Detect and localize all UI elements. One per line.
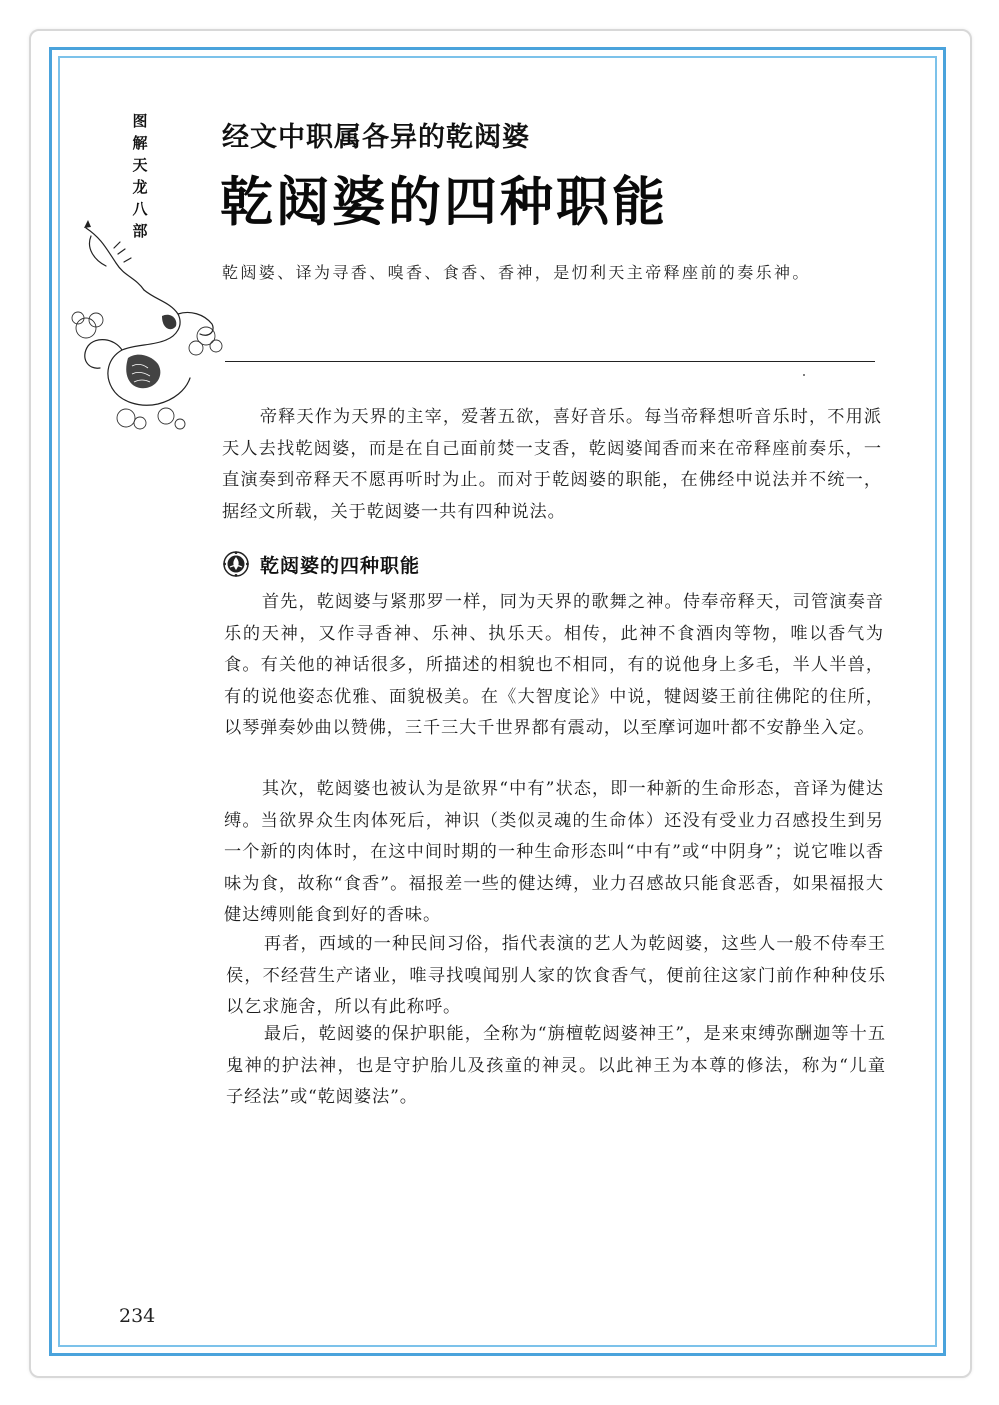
section-heading <box>222 550 420 578</box>
series-char: 解 <box>132 134 148 152</box>
dragon-illustration <box>66 218 226 433</box>
chapter-intro: 乾闼婆、译为寻香、嗅香、食香、香神，是忉利天主帝释座前的奏乐神。 <box>222 263 811 282</box>
series-char: 龙 <box>132 178 148 196</box>
chapter-title: 乾闼婆的四种职能 <box>220 171 668 233</box>
title-divider <box>225 361 875 362</box>
print-speck <box>803 374 805 376</box>
section-heading-text: 乾闼婆的四种职能 <box>260 554 421 577</box>
body-paragraph: 再者，西域的一种民间习俗，指代表演的艺人为乾闼婆，这些人一般不侍奉王侯，不经营生产诸业，唯寻找嗅闻别人家的饮食香气，便前往这家门前作种种伎乐以乞求施舍，所以有此称呼。 <box>226 934 886 1018</box>
lotus-flame-icon <box>222 550 250 578</box>
series-char: 八 <box>132 200 148 218</box>
page-number: 234 <box>119 1305 156 1327</box>
series-char: 天 <box>132 156 148 174</box>
body-paragraph: 首先，乾闼婆与紧那罗一样，同为天界的歌舞之神。侍奉帝释天，司管演奏音乐的天神，又作寻香神、乐神、执乐天。相传，此神不食酒肉等物，唯以香气为食。有关他的神话很多，所描述的相貌也不相同，有的说他身上多毛，半人半兽，有的说他姿态优雅、面貌极美。在《大智度论》中说，犍闼婆王前往佛陀的住所，以琴弹奏妙曲以赞佛，三千三大千世界都有震动，以至摩诃迦叶都不安静坐入定。 <box>224 592 884 739</box>
series-char: 图 <box>132 112 148 130</box>
body-paragraph: 帝释天作为天界的主宰，爱著五欲，喜好音乐。每当帝释想听音乐时，不用派天人去找乾闼婆，而是在自己面前焚一支香，乾闼婆闻香而来在帝释座前奏乐，一直演奏到帝释天不愿再听时为止。而对于乾闼婆的职能，在佛经中说法并不统一，据经文所载，关于乾闼婆一共有四种说法。 <box>222 407 882 522</box>
series-char: 部 <box>132 222 148 240</box>
body-paragraph: 其次，乾闼婆也被认为是欲界“中有”状态，即一种新的生命形态，音译为健达缚。当欲界众生肉体死后，神识（类似灵魂的生命体）还没有受业力召感投生到另一个新的肉体时，在这中间时期的一种生命形态叫“中有”或“中阴身”；说它唯以香味为食，故称“食香”。福报差一些的健达缚，业力召感故只能食恶香，如果福报大健达缚则能食到好的香味。 <box>224 779 884 926</box>
chapter-subtitle: 经文中职属各异的乾闼婆 <box>222 122 530 153</box>
body-paragraph: 最后，乾闼婆的保护职能，全称为“旃檀乾闼婆神王”，是来束缚弥酬迦等十五鬼神的护法神，也是守护胎儿及孩童的神灵。以此神王为本尊的修法，称为“儿童子经法”或“乾闼婆法”。 <box>226 1024 886 1108</box>
